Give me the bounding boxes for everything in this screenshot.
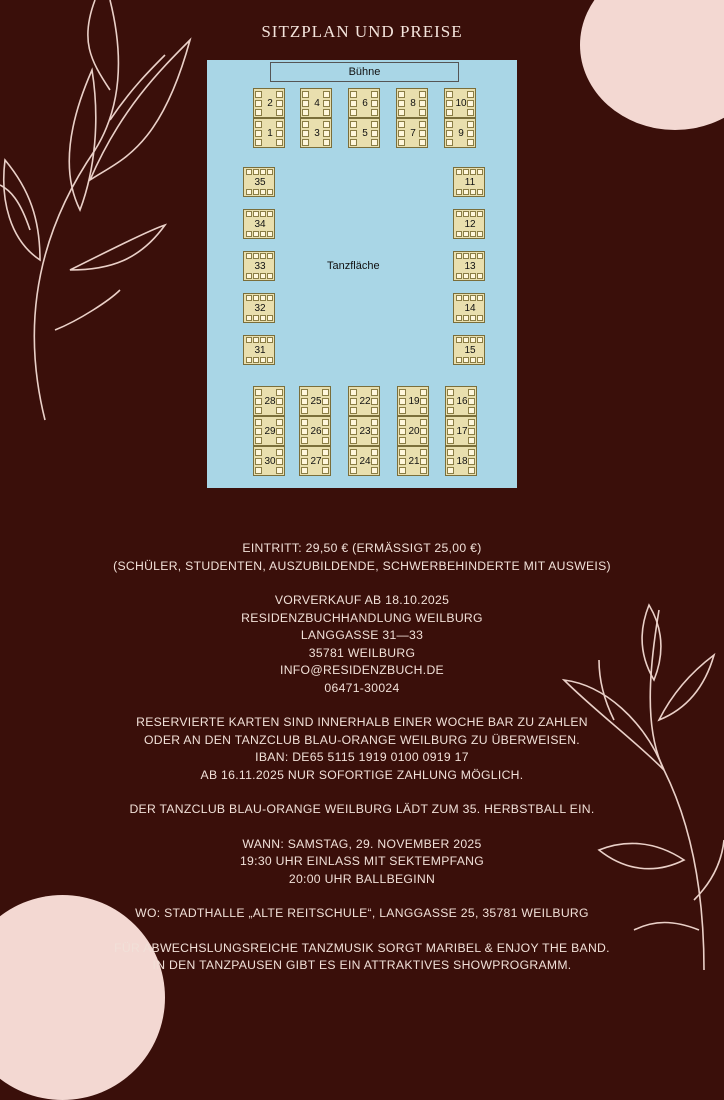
table-19 bbox=[397, 386, 429, 416]
seat bbox=[463, 189, 469, 195]
seat bbox=[456, 211, 462, 217]
seat bbox=[253, 357, 259, 363]
table-1 bbox=[253, 118, 285, 148]
seat bbox=[477, 211, 483, 217]
table-number: 28 bbox=[264, 396, 276, 407]
seat bbox=[253, 315, 259, 321]
table-number: 24 bbox=[359, 456, 371, 467]
seat bbox=[467, 121, 474, 128]
seat bbox=[267, 295, 273, 301]
seat bbox=[468, 419, 475, 426]
table-22 bbox=[348, 386, 380, 416]
table-number: 17 bbox=[456, 426, 468, 437]
seat bbox=[255, 121, 262, 128]
seat bbox=[322, 419, 329, 426]
seat bbox=[302, 91, 309, 98]
table-number: 18 bbox=[456, 456, 468, 467]
seat bbox=[398, 121, 405, 128]
table-17 bbox=[445, 416, 477, 446]
seat bbox=[371, 91, 378, 98]
seat bbox=[267, 189, 273, 195]
seat bbox=[322, 407, 329, 414]
seat bbox=[470, 189, 476, 195]
seat bbox=[371, 449, 378, 456]
seat bbox=[255, 419, 262, 426]
seat bbox=[419, 139, 426, 146]
seat bbox=[446, 109, 453, 116]
table-number: 35 bbox=[254, 177, 266, 188]
music-note: FÜR ABWECHSLUNGSREICHE TANZMUSIK SORGT MARIBEL & ENJOY THE BAND. bbox=[114, 940, 610, 955]
seat bbox=[260, 211, 266, 217]
seat bbox=[477, 189, 483, 195]
seat bbox=[260, 273, 266, 279]
table-32 bbox=[243, 293, 275, 323]
seat bbox=[255, 407, 262, 414]
seat bbox=[350, 389, 357, 396]
event-date: WANN: SAMSTAG, 29. NOVEMBER 2025 bbox=[242, 836, 482, 851]
seat bbox=[302, 139, 309, 146]
seat bbox=[446, 139, 453, 146]
seat bbox=[463, 211, 469, 217]
table-2 bbox=[253, 88, 285, 118]
seat bbox=[350, 467, 357, 474]
seat bbox=[253, 169, 259, 175]
seat bbox=[399, 407, 406, 414]
seat bbox=[267, 231, 273, 237]
table-6 bbox=[348, 88, 380, 118]
shop-email: INFO@RESIDENZBUCH.DE bbox=[280, 663, 444, 677]
seat bbox=[267, 357, 273, 363]
seat bbox=[255, 109, 262, 116]
seat bbox=[447, 419, 454, 426]
seat bbox=[246, 253, 252, 259]
seat bbox=[470, 211, 476, 217]
seat bbox=[468, 389, 475, 396]
seat bbox=[255, 467, 262, 474]
seat bbox=[477, 169, 483, 175]
seat bbox=[447, 407, 454, 414]
table-number: 9 bbox=[458, 128, 464, 139]
seat bbox=[371, 407, 378, 414]
seat bbox=[253, 295, 259, 301]
table-9 bbox=[444, 118, 476, 148]
table-7 bbox=[396, 118, 428, 148]
seat bbox=[350, 121, 357, 128]
seat bbox=[246, 315, 252, 321]
seat bbox=[253, 189, 259, 195]
seat bbox=[470, 295, 476, 301]
dance-floor-label: Tanzfläche bbox=[327, 260, 380, 272]
seat bbox=[255, 449, 262, 456]
seat bbox=[463, 169, 469, 175]
seat bbox=[276, 121, 283, 128]
table-number: 2 bbox=[267, 98, 273, 109]
seat bbox=[477, 315, 483, 321]
table-number: 11 bbox=[464, 177, 476, 188]
seat bbox=[371, 437, 378, 444]
seat bbox=[420, 419, 427, 426]
seat bbox=[419, 109, 426, 116]
stage-label: Bühne bbox=[270, 62, 459, 82]
seat bbox=[350, 437, 357, 444]
reserve-note-2: ODER AN DEN TANZCLUB BLAU-ORANGE WEILBURG ZU ÜBERWEISEN. bbox=[144, 732, 580, 747]
seat bbox=[276, 109, 283, 116]
seat bbox=[399, 389, 406, 396]
seat bbox=[371, 109, 378, 116]
seat bbox=[276, 437, 283, 444]
seat bbox=[477, 231, 483, 237]
seat bbox=[456, 337, 462, 343]
seat bbox=[301, 389, 308, 396]
seat bbox=[246, 169, 252, 175]
seat bbox=[322, 467, 329, 474]
shop-street: LANGGASSE 31—33 bbox=[300, 628, 424, 642]
seat bbox=[468, 449, 475, 456]
seat bbox=[470, 169, 476, 175]
table-4 bbox=[300, 88, 332, 118]
seat bbox=[350, 419, 357, 426]
table-35 bbox=[243, 167, 275, 197]
seat bbox=[371, 139, 378, 146]
seat bbox=[463, 357, 469, 363]
seat bbox=[267, 253, 273, 259]
seat bbox=[470, 253, 476, 259]
seat bbox=[276, 389, 283, 396]
seat bbox=[477, 273, 483, 279]
seat bbox=[456, 253, 462, 259]
seat bbox=[399, 467, 406, 474]
entry-time: 19:30 UHR EINLASS MIT SEKTEMPFANG bbox=[239, 854, 484, 868]
seat bbox=[371, 419, 378, 426]
table-number: 1 bbox=[267, 128, 273, 139]
seat bbox=[463, 295, 469, 301]
seat bbox=[276, 419, 283, 426]
seat bbox=[301, 449, 308, 456]
seat bbox=[371, 121, 378, 128]
seat bbox=[255, 389, 262, 396]
seat bbox=[463, 315, 469, 321]
decor-circle-top-right bbox=[580, 0, 724, 130]
table-25 bbox=[299, 386, 331, 416]
seat bbox=[322, 389, 329, 396]
seat bbox=[255, 437, 262, 444]
table-number: 22 bbox=[359, 396, 371, 407]
seat bbox=[456, 189, 462, 195]
seat bbox=[468, 467, 475, 474]
seat bbox=[301, 437, 308, 444]
table-10 bbox=[444, 88, 476, 118]
seat bbox=[463, 273, 469, 279]
seat bbox=[468, 437, 475, 444]
page-title: SITZPLAN UND PREISE bbox=[261, 22, 463, 41]
table-27 bbox=[299, 446, 331, 476]
seat bbox=[446, 91, 453, 98]
seat bbox=[470, 357, 476, 363]
seat bbox=[463, 253, 469, 259]
table-number: 5 bbox=[362, 128, 368, 139]
seat bbox=[301, 407, 308, 414]
table-14 bbox=[453, 293, 485, 323]
table-30 bbox=[253, 446, 285, 476]
seat bbox=[468, 407, 475, 414]
table-20 bbox=[397, 416, 429, 446]
seat bbox=[302, 121, 309, 128]
table-3 bbox=[300, 118, 332, 148]
table-number: 4 bbox=[314, 98, 320, 109]
event-info bbox=[0, 540, 724, 975]
seat bbox=[276, 139, 283, 146]
table-number: 7 bbox=[410, 128, 416, 139]
table-number: 30 bbox=[264, 456, 276, 467]
table-number: 34 bbox=[254, 219, 266, 230]
seat bbox=[420, 449, 427, 456]
seat bbox=[323, 91, 330, 98]
seat bbox=[477, 295, 483, 301]
seat bbox=[246, 189, 252, 195]
seat bbox=[302, 109, 309, 116]
seat bbox=[260, 253, 266, 259]
table-number: 12 bbox=[464, 219, 476, 230]
seat bbox=[322, 449, 329, 456]
table-number: 29 bbox=[264, 426, 276, 437]
leaf-branch-top-left-icon bbox=[0, 0, 200, 430]
seat bbox=[371, 389, 378, 396]
table-number: 6 bbox=[362, 98, 368, 109]
seating-plan bbox=[207, 60, 517, 488]
reduction-note: (SCHÜLER, STUDENTEN, AUSZUBILDENDE, SCHWERBEHINDERTE MIT AUSWEIS) bbox=[113, 558, 611, 573]
seat bbox=[246, 357, 252, 363]
seat bbox=[456, 273, 462, 279]
seat bbox=[301, 419, 308, 426]
seat bbox=[350, 139, 357, 146]
iban: IBAN: DE65 5115 1919 0100 0919 17 bbox=[255, 750, 469, 764]
table-23 bbox=[348, 416, 380, 446]
seat bbox=[246, 273, 252, 279]
invitation: DER TANZCLUB BLAU-ORANGE WEILBURG LÄDT ZUM 35. HERBSTBALL EIN. bbox=[129, 802, 595, 816]
seat bbox=[371, 467, 378, 474]
table-number: 27 bbox=[310, 456, 322, 467]
table-number: 21 bbox=[408, 456, 420, 467]
seat bbox=[253, 253, 259, 259]
seat bbox=[276, 467, 283, 474]
shop-name: RESIDENZBUCHHANDLUNG WEILBURG bbox=[241, 610, 483, 625]
table-number: 15 bbox=[464, 345, 476, 356]
table-18 bbox=[445, 446, 477, 476]
seat bbox=[420, 467, 427, 474]
shop-phone: 06471-30024 bbox=[324, 680, 400, 695]
table-number: 31 bbox=[254, 345, 266, 356]
seat bbox=[470, 337, 476, 343]
seat bbox=[323, 109, 330, 116]
seat bbox=[301, 467, 308, 474]
seat bbox=[420, 407, 427, 414]
table-number: 10 bbox=[455, 98, 467, 109]
seat bbox=[456, 295, 462, 301]
seat bbox=[260, 295, 266, 301]
seat bbox=[276, 91, 283, 98]
start-time: 20:00 UHR BALLBEGINN bbox=[288, 871, 436, 886]
table-24 bbox=[348, 446, 380, 476]
seat bbox=[420, 389, 427, 396]
seat bbox=[260, 337, 266, 343]
seat bbox=[456, 357, 462, 363]
seat bbox=[267, 169, 273, 175]
table-5 bbox=[348, 118, 380, 148]
table-number: 33 bbox=[254, 261, 266, 272]
seat bbox=[477, 357, 483, 363]
seat bbox=[253, 273, 259, 279]
table-12 bbox=[453, 209, 485, 239]
show-note: IN DEN TANZPAUSEN GIBT ES EIN ATTRAKTIVES SHOWPROGRAMM. bbox=[152, 958, 572, 972]
table-number: 14 bbox=[464, 303, 476, 314]
seat bbox=[399, 437, 406, 444]
seat bbox=[260, 357, 266, 363]
seat bbox=[260, 189, 266, 195]
seat bbox=[267, 315, 273, 321]
seat bbox=[276, 407, 283, 414]
seat bbox=[260, 169, 266, 175]
seat bbox=[398, 109, 405, 116]
table-29 bbox=[253, 416, 285, 446]
presale-date: VORVERKAUF AB 18.10.2025 bbox=[274, 593, 450, 607]
seat bbox=[467, 109, 474, 116]
seat bbox=[470, 231, 476, 237]
table-number: 8 bbox=[410, 98, 416, 109]
seat bbox=[456, 169, 462, 175]
seat bbox=[447, 389, 454, 396]
seat bbox=[350, 91, 357, 98]
table-number: 25 bbox=[310, 396, 322, 407]
seat bbox=[246, 231, 252, 237]
seat bbox=[246, 295, 252, 301]
table-31 bbox=[243, 335, 275, 365]
seat bbox=[253, 231, 259, 237]
seat bbox=[260, 231, 266, 237]
seat bbox=[398, 91, 405, 98]
seat bbox=[399, 419, 406, 426]
seat bbox=[420, 437, 427, 444]
table-21 bbox=[397, 446, 429, 476]
seat bbox=[470, 315, 476, 321]
event-location: WO: STADTHALLE „ALTE REITSCHULE“, LANGGASSE 25, 35781 WEILBURG bbox=[135, 906, 589, 920]
table-number: 19 bbox=[408, 396, 420, 407]
seat bbox=[255, 91, 262, 98]
table-number: 20 bbox=[408, 426, 420, 437]
seat bbox=[477, 337, 483, 343]
entry-price: EINTRITT: 29,50 € (ERMÄSSIGT 25,00 €) bbox=[242, 541, 482, 555]
table-26 bbox=[299, 416, 331, 446]
seat bbox=[276, 449, 283, 456]
table-13 bbox=[453, 251, 485, 281]
seat bbox=[253, 337, 259, 343]
seat bbox=[323, 121, 330, 128]
seat bbox=[260, 315, 266, 321]
seat bbox=[419, 121, 426, 128]
seat bbox=[399, 449, 406, 456]
table-28 bbox=[253, 386, 285, 416]
seat bbox=[350, 449, 357, 456]
seat bbox=[267, 273, 273, 279]
seat bbox=[323, 139, 330, 146]
seat bbox=[246, 337, 252, 343]
table-number: 16 bbox=[456, 396, 468, 407]
immediate-payment: AB 16.11.2025 NUR SOFORTIGE ZAHLUNG MÖGLICH. bbox=[200, 767, 524, 782]
table-number: 23 bbox=[359, 426, 371, 437]
seat bbox=[463, 231, 469, 237]
seat bbox=[398, 139, 405, 146]
seat bbox=[255, 139, 262, 146]
table-number: 26 bbox=[310, 426, 322, 437]
reserve-note-1: RESERVIERTE KARTEN SIND INNERHALB EINER WOCHE BAR ZU ZAHLEN bbox=[136, 715, 588, 729]
table-number: 32 bbox=[254, 303, 266, 314]
seat bbox=[419, 91, 426, 98]
seat bbox=[253, 211, 259, 217]
seat bbox=[456, 315, 462, 321]
table-15 bbox=[453, 335, 485, 365]
table-number: 3 bbox=[314, 128, 320, 139]
table-33 bbox=[243, 251, 275, 281]
seat bbox=[463, 337, 469, 343]
table-number: 13 bbox=[464, 261, 476, 272]
seat bbox=[470, 273, 476, 279]
seat bbox=[447, 449, 454, 456]
shop-city: 35781 WEILBURG bbox=[308, 645, 416, 660]
seat bbox=[350, 407, 357, 414]
seat bbox=[467, 91, 474, 98]
seat bbox=[350, 109, 357, 116]
table-16 bbox=[445, 386, 477, 416]
seat bbox=[446, 121, 453, 128]
seat bbox=[447, 467, 454, 474]
table-11 bbox=[453, 167, 485, 197]
seat bbox=[322, 437, 329, 444]
seat bbox=[267, 337, 273, 343]
seat bbox=[477, 253, 483, 259]
seat bbox=[447, 437, 454, 444]
seat bbox=[246, 211, 252, 217]
seat bbox=[267, 211, 273, 217]
table-8 bbox=[396, 88, 428, 118]
seat bbox=[456, 231, 462, 237]
table-34 bbox=[243, 209, 275, 239]
seat bbox=[467, 139, 474, 146]
